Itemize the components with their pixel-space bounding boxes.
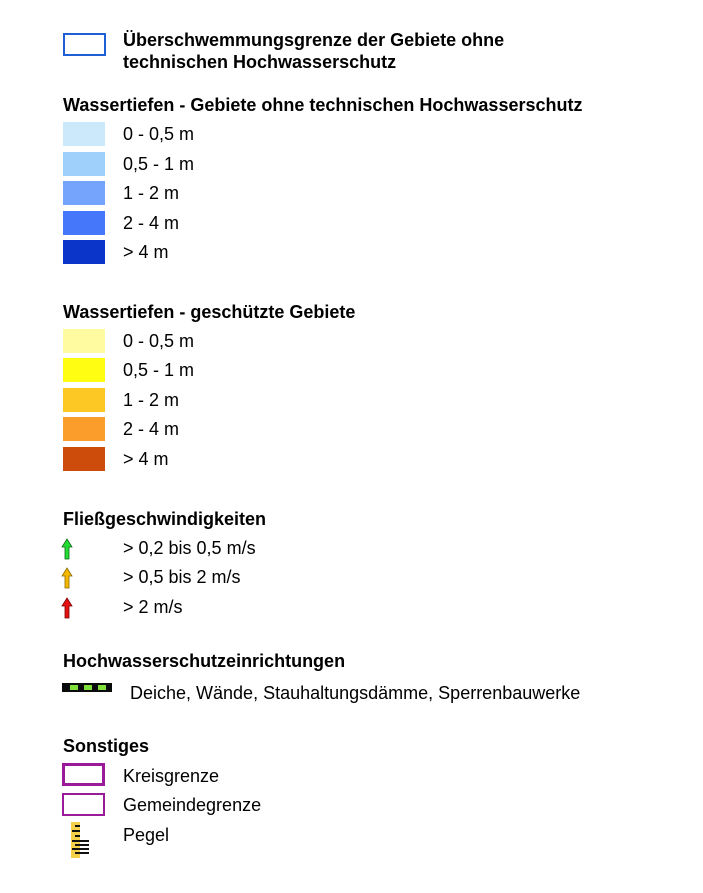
protected-depth-swatch-1	[63, 329, 105, 353]
unprotected-depth-swatch-2	[63, 152, 105, 176]
protected-depth-label-3: 1 - 2 m	[123, 390, 180, 410]
unprotected-depth-label-1: 0 - 0,5 m	[123, 124, 195, 144]
unprotected-depth-label-2: 0,5 - 1 m	[123, 154, 195, 174]
district-boundary-icon	[62, 763, 105, 786]
protected-depth-label-4: 2 - 4 m	[123, 419, 180, 439]
velocities-title: Fließgeschwindigkeiten	[63, 509, 267, 529]
protection-label: Deiche, Wände, Stauhaltungsdämme, Sperrenbauwerke	[130, 683, 581, 703]
unprotected-depth-label-3: 1 - 2 m	[123, 183, 180, 203]
unprotected-depths-title: Wassertiefen - Gebiete ohne technischen Hochwasserschutz	[63, 95, 583, 115]
protected-depth-swatch-2	[63, 358, 105, 382]
gauge-label: Pegel	[123, 825, 170, 845]
unprotected-depth-swatch-5	[63, 240, 105, 264]
unprotected-depth-label-5: > 4 m	[123, 242, 169, 262]
velocity-label-2: > 0,5 bis 2 m/s	[123, 567, 241, 587]
arrow-up-icon	[61, 597, 73, 619]
dike-line-icon	[62, 683, 112, 692]
flood-boundary-legend-item	[0, 0, 703, 80]
unprotected-depth-label-4: 2 - 4 m	[123, 213, 180, 233]
municipal-boundary-label: Gemeindegrenze	[123, 795, 262, 815]
other-title: Sonstiges	[63, 736, 150, 756]
flood-boundary-label	[123, 29, 504, 73]
district-boundary-label: Kreisgrenze	[123, 766, 220, 786]
flood-boundary-swatch	[63, 33, 106, 56]
velocity-label-3: > 2 m/s	[123, 597, 183, 617]
protection-title: Hochwasserschutzeinrichtungen	[63, 651, 346, 671]
unprotected-depth-swatch-3	[63, 181, 105, 205]
arrow-up-icon	[61, 567, 73, 589]
protected-depth-swatch-4	[63, 417, 105, 441]
protected-depth-label-2: 0,5 - 1 m	[123, 360, 195, 380]
protected-depths-title: Wassertiefen - geschützte Gebiete	[63, 302, 356, 322]
municipal-boundary-icon	[62, 793, 105, 816]
protected-depth-swatch-5	[63, 447, 105, 471]
velocity-label-1: > 0,2 bis 0,5 m/s	[123, 538, 256, 558]
protected-depth-swatch-3	[63, 388, 105, 412]
flood-boundary-label-line1: Überschwemmungsgrenze der Gebiete ohne	[123, 30, 505, 50]
protected-depth-label-5: > 4 m	[123, 449, 169, 469]
arrow-up-icon	[61, 538, 73, 560]
flood-boundary-label-line2: technischen Hochwasserschutz	[123, 52, 397, 72]
protected-depth-label-1: 0 - 0,5 m	[123, 331, 195, 351]
unprotected-depth-swatch-4	[63, 211, 105, 235]
gauge-icon	[71, 822, 93, 858]
unprotected-depth-swatch-1	[63, 122, 105, 146]
